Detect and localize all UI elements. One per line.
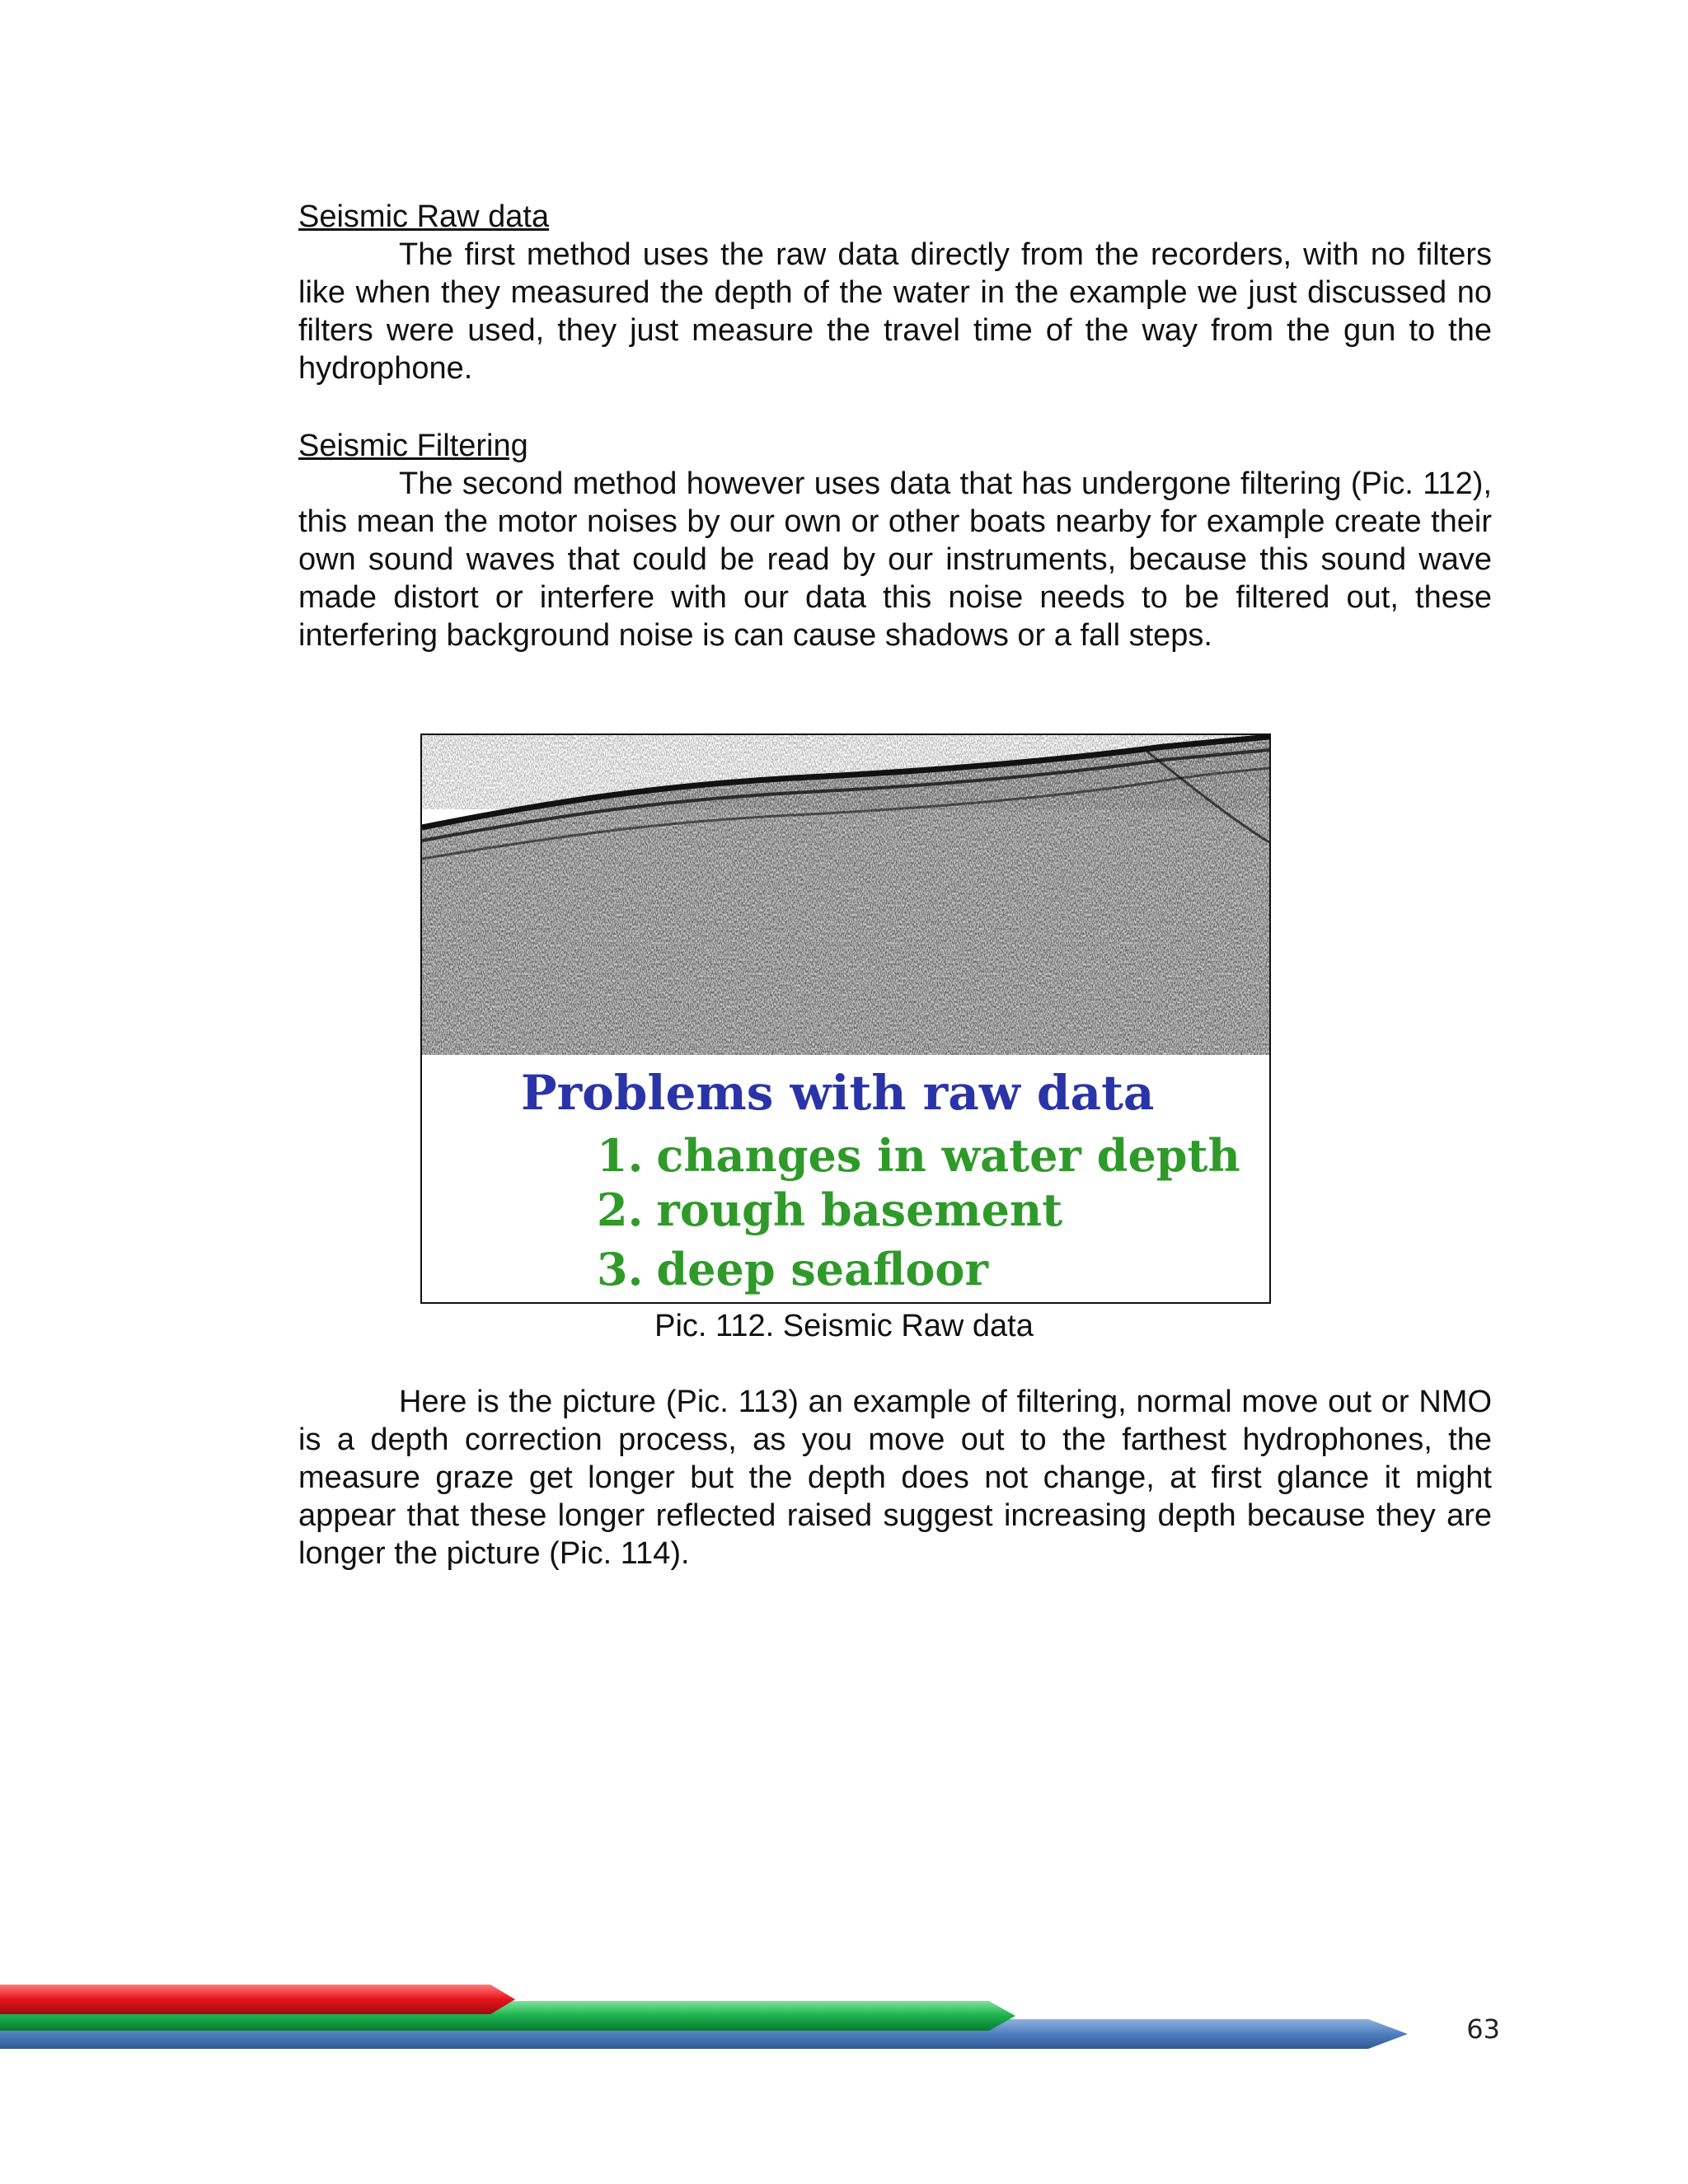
list-number: 1.	[597, 1129, 644, 1182]
section-filtering	[298, 427, 1492, 654]
list-number: 2.	[597, 1183, 644, 1236]
paragraph: The second method however uses data that has undergone filtering (Pic. 112), this mean the motor noises by our own or other boats nearby for example create their own sound waves that could be read by our instruments, because this sound wave made distort or interfere with our data this noise needs to be filtered out, these interfering background noise is can cause shadows or a fall steps.	[298, 466, 1492, 653]
footer-arrow-bars	[0, 1968, 1688, 2067]
paragraph: Here is the picture (Pic. 113) an example of filtering, normal move out or NMO is a depth correction process, as you move out to the farthest hydrophones, the measure graze get longer but the depth does not change, at first glance it might appear that these longer reflected raised suggest increasing depth because they are longer the picture (Pic. 114).	[298, 1385, 1492, 1571]
list-number: 3.	[597, 1243, 644, 1296]
red-arrow-bar	[0, 1985, 515, 2014]
figure-list-item	[597, 1183, 1062, 1236]
page-number: 63	[1466, 2013, 1500, 2045]
list-text: changes in water depth	[656, 1129, 1240, 1182]
list-text: rough basement	[656, 1183, 1063, 1236]
section-heading: Seismic Filtering	[298, 429, 528, 463]
figure-list-item	[597, 1243, 988, 1296]
seismic-image	[422, 735, 1269, 1055]
figure-list-item	[597, 1129, 1240, 1182]
figure-caption: Pic. 112. Seismic Raw data	[654, 1309, 1034, 1343]
seismic-figure	[420, 733, 1271, 1304]
section-raw-data	[298, 198, 1492, 387]
section-heading: Seismic Raw data	[298, 199, 550, 234]
section-nmo	[298, 1383, 1492, 1572]
paragraph: The first method uses the raw data directly from the recorders, with no filters like when they measured the depth of the water in the example we just discussed no filters were used, they just measure the travel time of the way from the gun to the hydrophone.	[298, 237, 1492, 386]
figure-title: Problems with raw data	[521, 1065, 1155, 1121]
list-text: deep seafloor	[656, 1243, 988, 1296]
